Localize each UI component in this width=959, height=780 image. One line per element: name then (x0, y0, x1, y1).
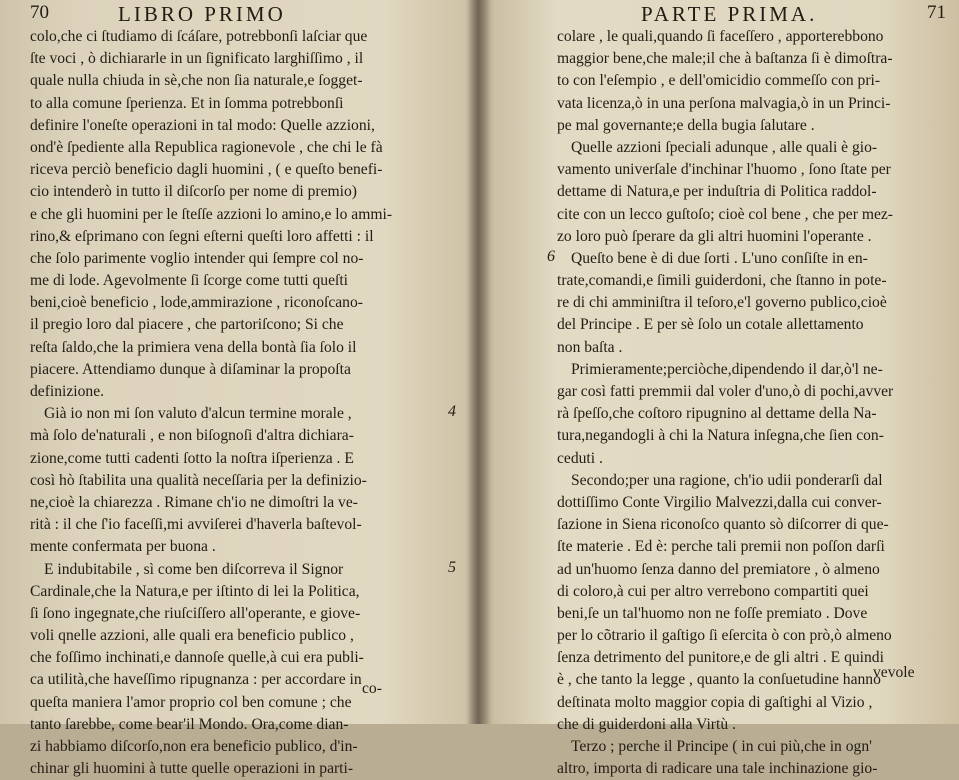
text-line: Quelle azzioni ſpeciali adunque , alle quali è gio- (571, 138, 878, 156)
text-line: colare , le quali,quando ſi faceſſero , apporterebbono (557, 28, 884, 45)
text-line: pe mal governante;e della bugia ſalutare . (557, 116, 815, 134)
text-line: vamento univerſale d'inchinar l'huomo , ſono ſtate per (557, 161, 891, 179)
text-line: del Principe . E per sè ſolo un cotale allettamento (557, 316, 864, 334)
text-line: to con l'eſempio , e dell'omicidio commeſſo con pri- (557, 72, 881, 90)
left-text-block (30, 26, 430, 780)
text-line: mente confermata per buona . (30, 538, 216, 556)
left-page (0, 0, 470, 778)
text-line: ſte voci , ò dichiararle in un ſignificato larghiſſimo , il (30, 50, 364, 68)
text-line: rà ſpeſſo,che coſtoro ripugnino al dettame della Na- (557, 405, 877, 423)
text-line: riceva perciò beneficio dagli huomini , ( e queſto benefi- (30, 161, 383, 179)
text-line: che foſſimo inchinati,e dannoſe quelle,à cui era publi- (30, 649, 364, 667)
text-line: Terzo ; perche il Principe ( in cui più,che in ogn' (571, 738, 872, 755)
text-line: vata licenza,ò in una perſona malvagia,ò in un Princi- (557, 94, 891, 112)
right-page (489, 0, 959, 778)
text-line: beni,ſe un tal'huomo non ne foſſe premiato . Dove (557, 604, 868, 622)
text-line: tanto ſarebbe, come bear'il Mondo. Ora,come dian- (30, 715, 349, 733)
left-catchword: co- (362, 680, 382, 697)
text-line: cite con un lecco guſtoſo; cioè col bene , che per mez- (557, 205, 893, 223)
text-line: dettame di Natura,e per induſtria di Politica raddol- (557, 183, 877, 201)
text-line: zi habbiamo diſcorſo,non era beneficio publico, d'in- (30, 738, 358, 755)
text-line: maggior bene,che male;il che à baſtanza ſi è dimoſtra- (557, 50, 893, 68)
text-line: ad un'huomo ſenza danno del premiatore , ò almeno (557, 560, 880, 578)
text-line: ſi ſono ingegnate,che riuſciſſero all'operante, e giove- (30, 604, 361, 622)
right-catchword: vevole (873, 664, 915, 681)
text-line: colo,che ci ſtudiamo di ſcáſare, potrebbonſi laſciar que (30, 28, 368, 45)
text-line: quale nulla chiuda in sè,che non ſia naturale,e ſogget- (30, 72, 363, 90)
text-line: dottiſſimo Conte Virgilio Malvezzi,dalla cui conver- (557, 493, 882, 511)
text-line: definire l'oneſte operazioni in tal modo: Quelle azzioni, (30, 116, 375, 134)
text-line: non baſta . (557, 338, 623, 356)
right-page-number: 71 (927, 2, 946, 23)
text-line: e che gli huomini per le ſteſſe azzioni lo amino,e lo ammi- (30, 205, 393, 223)
margin-paragraph-number: 6 (547, 248, 555, 265)
text-line: è , che tanto la legge , quanto la conſuetudine hanno (557, 671, 881, 689)
text-line: di coloro,à cui per altro verrebono compartiti quei (557, 582, 869, 600)
text-line: che di guiderdoni alla Virtù . (557, 715, 736, 733)
text-line: voli qnelle azzioni, alle quali era beneficio publico , (30, 627, 354, 645)
text-line: per lo cõtrario il gaſtigo ſi eſercita ò con prò,ò almeno (557, 627, 892, 645)
text-line: beni,cioè beneficio , lode,ammirazione , riconoſcano- (30, 294, 363, 312)
text-line: deſtinata molto maggior copia di gaſtighi al Vizio , (557, 693, 873, 711)
text-line: ſazione in Siena riconoſco quanto sò diſcorrer di que- (557, 516, 889, 534)
text-line: E indubitabile , sì come ben diſcorreva il Signor (44, 560, 344, 578)
margin-paragraph-number: 4 (448, 403, 456, 421)
text-line: trate,comandi,e ſimili guiderdoni, che ſtanno in pote- (557, 272, 887, 290)
text-line: to alla comune ſperienza. Et in ſomma potrebbonſi (30, 94, 344, 112)
text-line: ca utilità,che haveſſimo ripugnanza : per accordare in (30, 671, 362, 689)
text-line: Già io non mi ſon valuto d'alcun termine morale , (44, 405, 352, 423)
left-page-number: 70 (30, 2, 49, 23)
text-line: altro, importa di radicare una tale inchinazione gio- (557, 760, 878, 778)
text-line: Queſto bene è di due ſorti . L'uno conſiſte in en- (571, 249, 868, 267)
text-line: mà ſolo de'naturali , e non biſognoſi d'altra dichiara- (30, 427, 354, 445)
text-line: rino,& eſprimano con ſegni eſterni queſti loro affetti : il (30, 227, 374, 245)
text-line: così hò ſtabilita una qualità neceſſaria per la definizio- (30, 471, 367, 489)
text-line: Cardinale,che la Natura,e per iſtinto di lei la Politica, (30, 582, 360, 600)
text-line: zo loro può ſperare da gli altri huomini l'operante . (557, 227, 872, 245)
text-line: ond'è ſpediente alla Republica ragionevole , che chi le fà (30, 138, 383, 156)
text-line: ne,cioè la chiarezza . Rimane ch'io ne dimoſtri la ve- (30, 493, 358, 511)
text-line: ſenza detrimento del punitore,e de gli altri . E quindi (557, 649, 884, 667)
margin-paragraph-number: 5 (448, 558, 456, 576)
text-line: me di lode. Agevolmente ſi ſcorge come tutti queſti (30, 272, 349, 290)
text-line: ceduti . (557, 449, 603, 467)
text-line: gar così fatti premmii dal voler d'uno,ò di pochi,avver (557, 383, 894, 400)
text-line: il pregio loro dal piacere , che partoriſcono; Si che (30, 316, 344, 334)
text-line: che ſolo parimente voglio intender qui ſempre col no- (30, 249, 364, 267)
left-running-head (30, 2, 450, 26)
text-line: rità : il che ſ'io faceſſi,mi avviſerei d'haverla baſtevol- (30, 516, 362, 534)
left-running-title: LIBRO PRIMO (118, 2, 286, 26)
text-line: zione,come tutti cadenti ſotto la noſtra iſperienza . E (30, 449, 354, 467)
text-line: re di chi amminiſtra il teſoro,e'l governo publico,cioè (557, 294, 887, 312)
text-line: Secondo;per una ragione, ch'io udii ponderarſi dal (571, 471, 883, 489)
text-line: reſta ſaldo,che la primiera vena della bontà ſia ſolo il (30, 338, 357, 356)
text-line: ſte materie . Ed è: perche tali premii non poſſon darſi (557, 538, 885, 556)
text-line: queſta maniera l'amor proprio col ben comune ; che (30, 693, 352, 711)
text-line: chinar gli huomini à tutte quelle operazioni in parti- (30, 760, 354, 778)
text-line: piacere. Attendiamo dunque à diſaminar la propoſta (30, 360, 351, 378)
right-running-head (503, 2, 946, 26)
text-line: cio intenderò in tutto il diſcorſo per nome di premio) (30, 183, 357, 201)
right-running-title: PARTE PRIMA. (641, 2, 818, 26)
text-line: tura,negandogli à chi la Natura inſegna,che ſien con- (557, 427, 884, 445)
text-line: Primieramente;perciòche,dipendendo il dar,ò'l ne- (571, 360, 883, 378)
book-gutter (468, 0, 490, 724)
text-line: definizione. (30, 383, 105, 400)
